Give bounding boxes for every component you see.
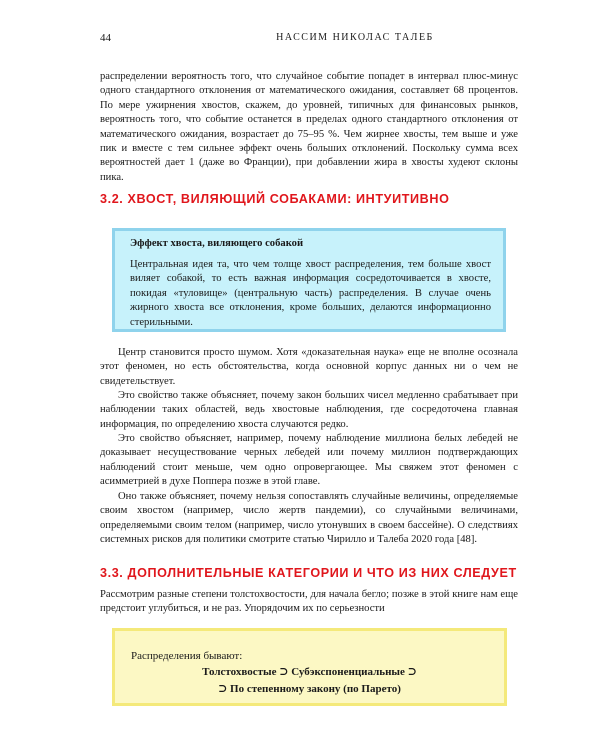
running-title: НАССИМ НИКОЛАС ТАЛЕБ xyxy=(276,32,434,43)
page-header xyxy=(100,32,520,46)
paragraph-law-of-large-numbers: Это свойство также объясняет, почему закон больших чисел медленно срабатывает при наблюдении таких областей, ведь хвостовые наблюдения, где сосредоточена главная информация, по определению хвоста случаются редко. xyxy=(100,390,518,430)
callout-box-tail-effect xyxy=(112,228,506,332)
distributions-title: Распределения бывают: xyxy=(131,650,243,662)
paragraph-intro: распределении вероятность того, что случайное событие попадет в интервал плюс-минус одного стандартного отклонения от математического ожидания, составляет 68 процентов. По мере ужирнения хвостов, скажем, до уровней, типичных для финансовых рынков, вероятность того, что событие останется в пределах одного стандартного отклонения от математического ожидания, возрастает до 75–95 %. Чем жирнее хвосты, тем выше и уже пик и вместе с тем сильнее эффект очень больших отклонений. Поскольку сумма всех вероятностей дает 1 (даже во Франции), при добавлении жира в хвосты худеют склоны пика. xyxy=(100,71,518,183)
callout-text: Центральная идея та, что чем толще хвост распределения, тем больше хвост виляет собакой, то есть важная информация сосредоточивается в хвосте, покидая «туловище» (центральную часть) распределения. В случае очень жирного хвоста все отклонения, кроме больших, делаются информационно стерильными. xyxy=(130,259,491,328)
paragraph-center-noise: Центр становится просто шумом. Хотя «доказательная наука» еще не вполне осознала этот феномен, но есть обстоятельства, когда основной корпус данных ни о чем не свидетельствует. xyxy=(100,347,518,387)
section-heading-3-2: 3.2. ХВОСТ, ВИЛЯЮЩИЙ СОБАКАМИ: ИНТУИТИВНО xyxy=(100,192,450,206)
paragraph-comparison: Оно также объясняет, почему нельзя сопоставлять случайные величины, определяемые своим хвостом (например, число жертв пандемии), со случайными величинами, определяемыми своим телом (например, число утонувших в своем бассейне). О следствиях системных рисков для политики смотрите статью Чирилло и Талеба 2020 года [48]. xyxy=(100,491,518,546)
section-heading-3-3: 3.3. ДОПОЛНИТЕЛЬНЫЕ КАТЕГОРИИ И ЧТО ИЗ НИХ СЛЕДУЕТ xyxy=(100,566,517,580)
callout-box-distributions xyxy=(112,628,507,706)
distributions-line-1: Толстохвостые ⊃ Субэкспоненциальные ⊃ xyxy=(202,666,417,678)
callout-title: Эффект хвоста, виляющего собакой xyxy=(130,238,304,249)
page-number: 44 xyxy=(100,32,111,44)
distributions-line-2: ⊃ По степенному закону (по Парето) xyxy=(218,683,401,695)
paragraph-white-swans: Это свойство объясняет, например, почему наблюдение миллиона белых лебедей не доказывает несуществование черных лебедей или почему миллион подтверждающих наблюдений стоит меньше, чем одно опровергающее. Мы свяжем этот феномен с асимметрией в духе Поппера позже в этой главе. xyxy=(100,433,518,488)
paragraph-degrees: Рассмотрим разные степени толстохвостости, для начала бегло; позже в этой книге нам еще предстоит углубиться, и не раз. Упорядочим их по серьезности xyxy=(100,589,518,615)
